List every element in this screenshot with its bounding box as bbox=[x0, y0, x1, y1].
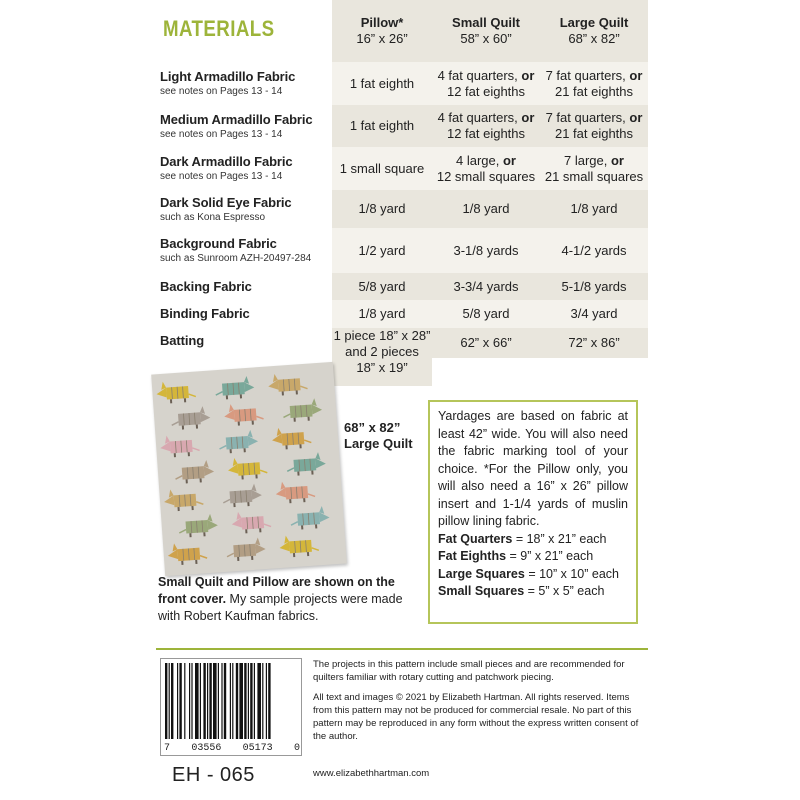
armadillo-figure bbox=[159, 433, 199, 458]
row-label-name: Background Fabric bbox=[160, 236, 277, 251]
quilt-size: 68” x 82” bbox=[344, 420, 401, 435]
cell-text: 1 small square bbox=[339, 160, 425, 176]
column-name: Small Quilt bbox=[452, 15, 520, 30]
large-quilt-illustration bbox=[151, 362, 347, 576]
row-label bbox=[156, 273, 336, 300]
row-label bbox=[156, 147, 336, 190]
row-label-name: Medium Armadillo Fabric bbox=[160, 111, 313, 127]
footer-text bbox=[313, 658, 649, 750]
armadillo-figure bbox=[156, 380, 196, 405]
armadillo-figure bbox=[174, 459, 214, 484]
cell-text: 7 large, bbox=[564, 152, 611, 168]
table-cell bbox=[332, 190, 432, 228]
table-cell bbox=[540, 62, 648, 105]
cell-line bbox=[456, 153, 516, 169]
column-name: Pillow* bbox=[360, 15, 404, 30]
divider bbox=[156, 648, 648, 650]
armadillo-figure bbox=[218, 429, 258, 454]
barcode-digit: 0 bbox=[293, 743, 300, 754]
measure-item bbox=[438, 583, 628, 601]
table-cell bbox=[432, 328, 540, 358]
armadillo-figure bbox=[226, 537, 266, 562]
armadillo-figure bbox=[290, 506, 330, 531]
cell-text: 1 fat eighth bbox=[349, 75, 415, 91]
measure-item bbox=[438, 531, 628, 549]
quilt-name: Large Quilt bbox=[344, 436, 413, 451]
table-cell bbox=[432, 228, 540, 273]
materials-title: MATERIALS bbox=[163, 16, 275, 41]
cell-line bbox=[546, 110, 643, 126]
cell-text: 1/8 yard bbox=[570, 201, 618, 216]
table-cell bbox=[332, 328, 432, 386]
cell-line bbox=[438, 68, 535, 84]
cell-text: 4 fat quarters, bbox=[437, 67, 522, 83]
row-label bbox=[156, 62, 336, 105]
table-cell bbox=[332, 105, 432, 147]
quilt-size-label bbox=[344, 420, 424, 452]
cell-line bbox=[546, 68, 643, 84]
armadillo-figure bbox=[271, 426, 311, 451]
row-label bbox=[156, 105, 336, 147]
column-size: 68” x 82” bbox=[568, 31, 620, 46]
table-cell bbox=[432, 105, 540, 147]
row-label-name: Dark Solid Eye Fabric bbox=[160, 194, 292, 210]
cell-or: or bbox=[629, 67, 643, 83]
row-label-note: see notes on Pages 13 - 14 bbox=[160, 86, 283, 97]
armadillo-figure bbox=[267, 372, 307, 397]
cell-text: 5-1/8 yards bbox=[561, 278, 627, 294]
row-label-name: Backing Fabric bbox=[160, 278, 252, 294]
cell-text: 7 fat quarters, bbox=[545, 67, 630, 83]
notes-text: Yardages are based on fabric at least 42” wide. You will also need the fabric marking tool of your choice. *For the Pillow only, you will also need a 16” x 26” pillow insert and 1-1/4 yards of muslin pillow lining fabric. bbox=[438, 409, 628, 528]
cell-line: 12 small squares bbox=[436, 168, 536, 184]
cell-or: or bbox=[629, 110, 643, 125]
caption bbox=[158, 574, 416, 625]
cell-line: 12 fat eighths bbox=[446, 83, 526, 99]
table-cell bbox=[432, 62, 540, 105]
table-cell bbox=[432, 147, 540, 190]
caption-rest: My sample projects were made with Robert Kaufman fabrics. bbox=[158, 592, 403, 623]
table-cell bbox=[540, 105, 648, 147]
cell-or: or bbox=[521, 110, 535, 125]
notes-box bbox=[428, 400, 638, 624]
row-label-note: such as Sunroom AZH-20497-284 bbox=[160, 253, 312, 264]
column-header bbox=[432, 0, 540, 62]
row-label-name: Binding Fabric bbox=[160, 306, 250, 321]
table-cell bbox=[540, 300, 648, 328]
cell-text: 1/8 yard bbox=[358, 201, 406, 216]
cell-text: 1 fat eighth bbox=[349, 118, 415, 133]
barcode-digit: 03556 bbox=[191, 743, 222, 754]
table-cell bbox=[540, 147, 648, 190]
cell-text: 3-3/4 yards bbox=[453, 278, 519, 294]
footer-paragraph: The projects in this pattern include small pieces and are recommended for quilters familiar with rotary cutting and patchwork piecing. bbox=[313, 659, 625, 683]
table-cell bbox=[332, 62, 432, 105]
column-header bbox=[332, 0, 432, 62]
barcode-bars bbox=[161, 659, 301, 743]
row-label bbox=[156, 328, 336, 354]
armadillo-figure bbox=[223, 402, 263, 427]
armadillo-figure bbox=[279, 533, 319, 558]
measure-value: = 10” x 10” each bbox=[524, 566, 619, 581]
armadillo-figure bbox=[231, 510, 271, 535]
barcode bbox=[160, 658, 302, 756]
barcode-digits bbox=[164, 743, 300, 754]
cell-line: 21 fat eighths bbox=[554, 83, 634, 99]
armadillo-figure bbox=[222, 483, 262, 508]
cell-text: 4 fat quarters, bbox=[437, 110, 522, 125]
row-label bbox=[156, 300, 336, 328]
cell-line bbox=[564, 153, 624, 169]
row-label-note: such as Kona Espresso bbox=[160, 211, 266, 223]
column-name: Large Quilt bbox=[559, 15, 629, 30]
table-cell bbox=[432, 300, 540, 328]
cell-text: 4 large, bbox=[456, 152, 503, 168]
table-cell bbox=[540, 328, 648, 358]
cell-text: 5/8 yard bbox=[462, 306, 510, 321]
cell-line: 21 small squares bbox=[544, 168, 644, 184]
table-cell bbox=[332, 228, 432, 273]
table-cell bbox=[432, 190, 540, 228]
row-label-name: Batting bbox=[160, 333, 205, 348]
armadillo-figure bbox=[286, 452, 326, 477]
cell-text: 3/4 yard bbox=[570, 306, 618, 321]
cell-text: 4-1/2 yards bbox=[561, 242, 627, 258]
cell-text: 5/8 yard bbox=[358, 278, 406, 294]
row-label-name: Light Armadillo Fabric bbox=[160, 69, 296, 84]
table-cell bbox=[332, 273, 432, 300]
cell-text: 1/8 yard bbox=[358, 306, 406, 321]
cell-line bbox=[438, 110, 535, 126]
armadillo-figure bbox=[178, 513, 218, 538]
measure-value: = 5” x 5” each bbox=[524, 584, 605, 598]
armadillo-figure bbox=[167, 541, 207, 566]
armadillo-figure bbox=[227, 456, 267, 481]
column-size: 58” x 60” bbox=[460, 31, 512, 46]
cell-line: 18” x 19” bbox=[356, 360, 408, 375]
armadillo-figure bbox=[171, 406, 211, 431]
measure-term: Large Squares bbox=[438, 566, 525, 581]
cell-line: 1 piece 18” x 28” bbox=[333, 328, 431, 343]
measure-list bbox=[438, 531, 628, 601]
caption-bold: Small Quilt and Pillow are shown on the front cover. bbox=[158, 575, 395, 606]
cell-text: 72” x 86” bbox=[568, 335, 620, 350]
cell-text: 1/8 yard bbox=[462, 201, 510, 216]
row-label-note: see notes on Pages 13 - 14 bbox=[160, 128, 283, 140]
measure-value: = 18” x 21” each bbox=[512, 531, 607, 546]
cell-or: or bbox=[610, 152, 624, 168]
table-cell bbox=[332, 300, 432, 328]
row-label bbox=[156, 190, 336, 228]
armadillo-figure bbox=[163, 487, 203, 512]
cell-line: and 2 pieces bbox=[345, 344, 419, 359]
cell-text: 7 fat quarters, bbox=[545, 110, 630, 125]
column-size: 16” x 26” bbox=[356, 31, 408, 46]
column-header bbox=[540, 0, 648, 62]
measure-item bbox=[438, 566, 628, 584]
measure-item bbox=[438, 548, 628, 566]
armadillo-figure bbox=[215, 375, 255, 400]
barcode-digit: 05173 bbox=[242, 743, 273, 754]
table-cell bbox=[540, 190, 648, 228]
cell-or: or bbox=[502, 152, 516, 168]
table-cell bbox=[540, 273, 648, 300]
row-label-name: Dark Armadillo Fabric bbox=[160, 154, 293, 169]
cell-line: 12 fat eighths bbox=[446, 126, 526, 141]
cell-text: 3-1/8 yards bbox=[453, 242, 519, 258]
sku: EH - 065 bbox=[172, 764, 255, 786]
table-cell bbox=[332, 147, 432, 190]
barcode-digit: 7 bbox=[164, 743, 171, 754]
measure-term: Fat Quarters bbox=[438, 531, 513, 546]
table-cell bbox=[432, 273, 540, 300]
armadillo-figure bbox=[275, 479, 315, 504]
footer-paragraph: All text and images © 2021 by Elizabeth Hartman. All rights reserved. Items from this pattern may not be produced for commercial resale. No part of this pattern may be reproduced in any form without the express written consent of the author. bbox=[313, 692, 639, 742]
armadillo-quilt-image bbox=[151, 362, 347, 576]
cell-line: 21 fat eighths bbox=[554, 126, 634, 141]
website-link[interactable]: www.elizabethhartman.com bbox=[313, 768, 430, 779]
armadillo-figure bbox=[282, 398, 322, 423]
row-label-note: see notes on Pages 13 - 14 bbox=[160, 171, 283, 182]
measure-term: Small Squares bbox=[438, 584, 525, 598]
measure-term: Fat Eighths bbox=[438, 549, 507, 563]
cell-or: or bbox=[521, 67, 535, 83]
row-label bbox=[156, 228, 336, 273]
cell-text: 62” x 66” bbox=[460, 335, 512, 350]
measure-value: = 9” x 21” each bbox=[506, 549, 594, 563]
cell-text: 1/2 yard bbox=[358, 242, 406, 258]
table-cell bbox=[540, 228, 648, 273]
